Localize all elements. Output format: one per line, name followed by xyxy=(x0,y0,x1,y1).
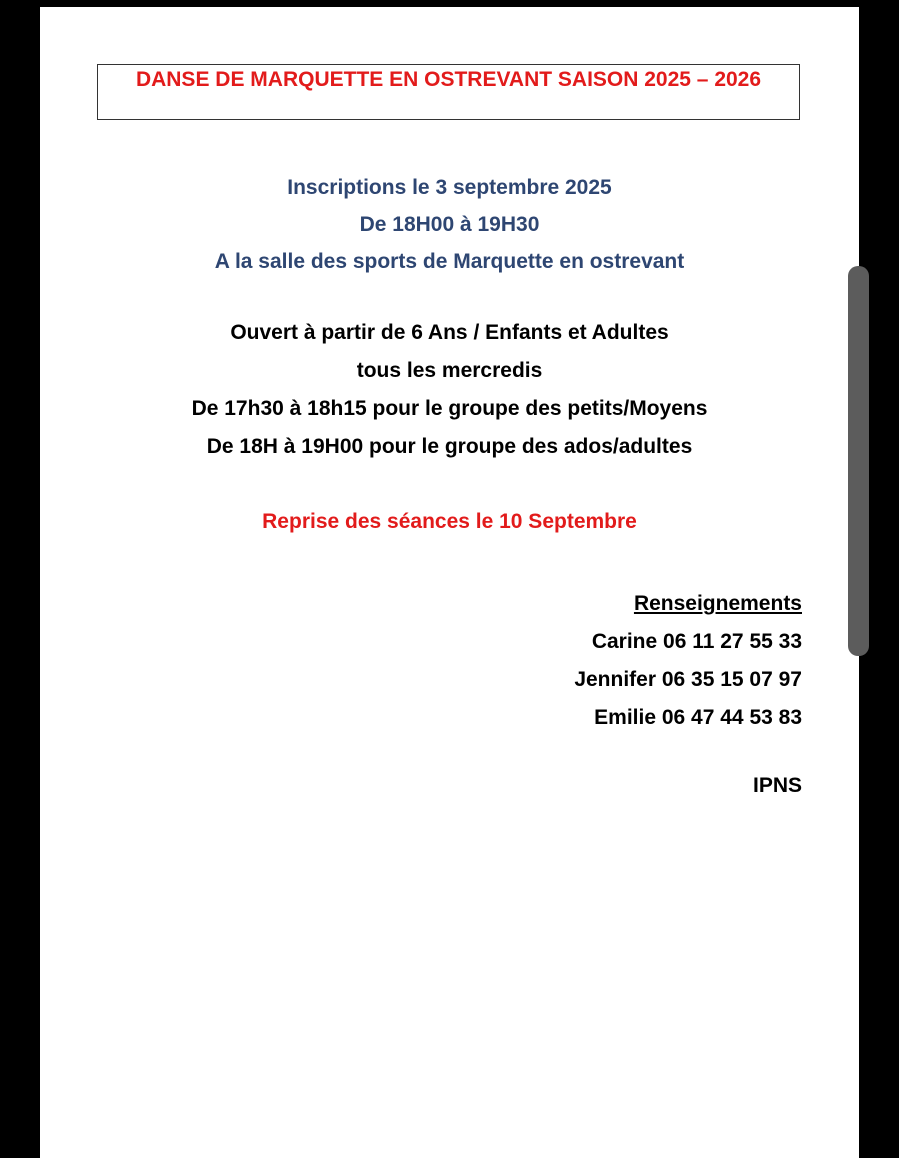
document-title xyxy=(97,64,800,120)
schedule-section xyxy=(40,314,859,466)
inscriptions-date: Inscriptions le 3 septembre 2025 xyxy=(287,176,612,199)
inscriptions-time: De 18H00 à 19H30 xyxy=(359,213,540,236)
contact-jennifer: Jennifer 06 35 15 07 97 xyxy=(574,668,802,691)
inscriptions-place: A la salle des sports de Marquette en ostrevant xyxy=(214,250,685,273)
contacts-heading: Renseignements xyxy=(633,592,802,615)
ipns-footer: IPNS xyxy=(752,774,802,797)
contact-carine: Carine 06 11 27 55 33 xyxy=(591,630,802,653)
schedule-open: Ouvert à partir de 6 Ans / Enfants et Adultes xyxy=(230,321,669,344)
reprise-notice xyxy=(40,507,859,537)
document-title-text: DANSE DE MARQUETTE EN OSTREVANT SAISON 2025 – 2026 xyxy=(135,68,762,91)
document-page xyxy=(40,7,859,1158)
reprise-text: Reprise des séances le 10 Septembre xyxy=(262,510,637,533)
schedule-group-teens: De 18H à 19H00 pour le groupe des ados/adultes xyxy=(206,435,693,458)
schedule-group-small: De 17h30 à 18h15 pour le groupe des petits/Moyens xyxy=(191,397,708,420)
scrollbar-thumb[interactable] xyxy=(848,266,869,656)
inscriptions-section xyxy=(40,169,859,280)
contacts-section xyxy=(574,585,802,737)
schedule-day: tous les mercredis xyxy=(356,359,543,382)
contact-emilie: Emilie 06 47 44 53 83 xyxy=(594,706,802,729)
